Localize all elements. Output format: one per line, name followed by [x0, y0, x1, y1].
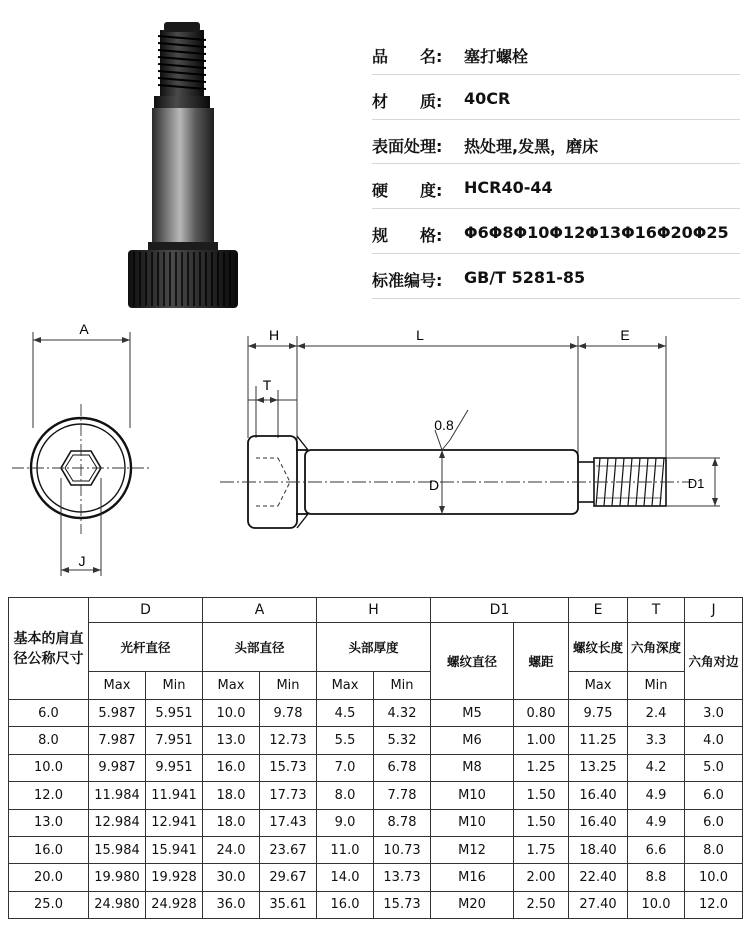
header-min: Min — [628, 672, 685, 700]
table-cell: 4.0 — [685, 727, 743, 754]
table-cell: 15.73 — [374, 891, 431, 918]
spec-label: 材 质: — [372, 91, 443, 111]
table-cell: 16.0 — [9, 836, 89, 863]
table-cell: 13.0 — [9, 809, 89, 836]
table-cell: 16.0 — [203, 754, 260, 781]
table-cell: 9.78 — [260, 700, 317, 727]
spec-value: HCR40-44 — [464, 178, 553, 198]
header-d1: D1 — [431, 598, 569, 623]
table-cell: 11.0 — [317, 836, 374, 863]
spec-row-hardness — [372, 170, 744, 215]
spec-value: 塞打螺栓 — [464, 47, 529, 66]
divider — [372, 74, 740, 75]
table-cell: 5.32 — [374, 727, 431, 754]
table-cell: 2.4 — [628, 700, 685, 727]
table-cell: 9.75 — [569, 700, 628, 727]
divider — [372, 208, 740, 209]
table-row — [9, 700, 743, 727]
table-cell: M20 — [431, 891, 514, 918]
table-cell: 7.987 — [89, 727, 146, 754]
table-cell: 10.0 — [685, 864, 743, 891]
table-row — [9, 754, 743, 781]
spec-label: 标准编号: — [372, 270, 443, 290]
table-cell: 6.6 — [628, 836, 685, 863]
table-cell: 10.73 — [374, 836, 431, 863]
table-cell: 24.980 — [89, 891, 146, 918]
table-cell: 1.50 — [514, 809, 569, 836]
table-cell: 9.0 — [317, 809, 374, 836]
header-min: Min — [374, 672, 431, 700]
table-cell: 4.5 — [317, 700, 374, 727]
table-cell: 6.0 — [9, 700, 89, 727]
table-cell: M10 — [431, 809, 514, 836]
table-cell: 10.0 — [9, 754, 89, 781]
table-row — [9, 864, 743, 891]
table-cell: 5.951 — [146, 700, 203, 727]
header-t: T — [628, 598, 685, 623]
spec-label: 规 格: — [372, 226, 443, 246]
table-header-groups — [9, 598, 743, 623]
table-cell: 12.0 — [9, 782, 89, 809]
table-header-names — [9, 623, 743, 672]
table-cell: 15.73 — [260, 754, 317, 781]
spec-label: 硬 度: — [372, 181, 443, 201]
table-cell: 23.67 — [260, 836, 317, 863]
table-cell: 27.40 — [569, 891, 628, 918]
table-cell: 6.78 — [374, 754, 431, 781]
divider — [372, 298, 740, 299]
header-shank-diameter: 光杆直径 — [89, 623, 203, 672]
table-cell: 18.0 — [203, 782, 260, 809]
table-cell: 11.941 — [146, 782, 203, 809]
table-cell: 19.928 — [146, 864, 203, 891]
table-cell: 5.0 — [685, 754, 743, 781]
table-cell: 1.75 — [514, 836, 569, 863]
table-cell: 8.0 — [685, 836, 743, 863]
table-cell: 2.50 — [514, 891, 569, 918]
table-cell: 12.0 — [685, 891, 743, 918]
roughness-label: 0.8 — [434, 417, 454, 433]
table-cell: 24.0 — [203, 836, 260, 863]
spec-value: GB/T 5281-85 — [464, 267, 586, 287]
table-cell: 8.78 — [374, 809, 431, 836]
header-thread-diameter: 螺纹直径 — [431, 623, 514, 700]
table-cell: M10 — [431, 782, 514, 809]
table-row — [9, 891, 743, 918]
header-max: Max — [569, 672, 628, 700]
table-cell: 1.50 — [514, 782, 569, 809]
header-max: Max — [89, 672, 146, 700]
header-head-height: 头部厚度 — [317, 623, 431, 672]
table-cell: 13.73 — [374, 864, 431, 891]
dim-e-label: E — [620, 327, 630, 343]
header-hex-depth: 六角深度 — [628, 623, 685, 672]
table-cell: 3.3 — [628, 727, 685, 754]
header-max: Max — [317, 672, 374, 700]
table-cell: 1.00 — [514, 727, 569, 754]
table-cell: 10.0 — [628, 891, 685, 918]
table-cell: 6.0 — [685, 782, 743, 809]
table-cell: 2.00 — [514, 864, 569, 891]
header-hex-size: 六角对边 — [685, 623, 743, 700]
header-a: A — [203, 598, 317, 623]
table-cell: 0.80 — [514, 700, 569, 727]
table-cell: 24.928 — [146, 891, 203, 918]
table-cell: 5.987 — [89, 700, 146, 727]
header-min: Min — [260, 672, 317, 700]
header-max: Max — [203, 672, 260, 700]
divider — [372, 119, 740, 120]
header-j: J — [685, 598, 743, 623]
spec-value: Φ6Φ8Φ10Φ12Φ13Φ16Φ20Φ25 — [464, 223, 729, 243]
spec-value: 40CR — [464, 88, 511, 108]
table-cell: 15.984 — [89, 836, 146, 863]
product-photo — [120, 10, 260, 310]
table-cell: 36.0 — [203, 891, 260, 918]
table-row — [9, 836, 743, 863]
table-cell: 16.40 — [569, 782, 628, 809]
header-pitch: 螺距 — [514, 623, 569, 700]
spec-list — [372, 36, 744, 305]
table-cell: 16.0 — [317, 891, 374, 918]
divider — [372, 163, 740, 164]
header-head-diameter: 头部直径 — [203, 623, 317, 672]
table-cell: 19.980 — [89, 864, 146, 891]
table-cell: 18.40 — [569, 836, 628, 863]
table-row — [9, 809, 743, 836]
dim-h-label: H — [268, 327, 280, 343]
table-cell: 9.951 — [146, 754, 203, 781]
table-cell: 4.9 — [628, 809, 685, 836]
table-cell: 13.0 — [203, 727, 260, 754]
side-view-drawing — [210, 318, 750, 588]
table-cell: 22.40 — [569, 864, 628, 891]
table-cell: 12.984 — [89, 809, 146, 836]
table-cell: 15.941 — [146, 836, 203, 863]
spec-row-material — [372, 81, 744, 126]
header-min: Min — [146, 672, 203, 700]
spec-label: 品 名: — [372, 47, 443, 66]
table-row — [9, 782, 743, 809]
table-cell: 7.0 — [317, 754, 374, 781]
spec-row-size — [372, 215, 744, 260]
table-cell: 17.43 — [260, 809, 317, 836]
table-cell: 6.0 — [685, 809, 743, 836]
dim-l-label: L — [416, 327, 424, 343]
table-cell: 18.0 — [203, 809, 260, 836]
table-cell: 25.0 — [9, 891, 89, 918]
table-cell: 7.78 — [374, 782, 431, 809]
spec-row-surface — [372, 126, 744, 171]
dim-d1-label: D1 — [687, 476, 705, 491]
header-thread-length: 螺纹长度 — [569, 623, 628, 672]
table-cell: 4.9 — [628, 782, 685, 809]
table-cell: 14.0 — [317, 864, 374, 891]
dim-t-label: T — [262, 377, 272, 393]
table-cell: 35.61 — [260, 891, 317, 918]
table-header-minmax — [9, 672, 743, 700]
spec-value: 热处理,发黑，磨床 — [464, 136, 599, 156]
table-cell: 30.0 — [203, 864, 260, 891]
table-cell: 8.0 — [9, 727, 89, 754]
header-h: H — [317, 598, 431, 623]
table-cell: M8 — [431, 754, 514, 781]
table-cell: 4.32 — [374, 700, 431, 727]
header-e: E — [569, 598, 628, 623]
table-cell: M5 — [431, 700, 514, 727]
spec-row-name — [372, 36, 744, 81]
table-cell: 5.5 — [317, 727, 374, 754]
spec-label: 表面处理: — [372, 136, 443, 156]
table-cell: 16.40 — [569, 809, 628, 836]
table-cell: 29.67 — [260, 864, 317, 891]
table-cell: M16 — [431, 864, 514, 891]
dimension-table — [8, 597, 743, 919]
table-cell: 8.8 — [628, 864, 685, 891]
dim-d-label: D — [428, 477, 440, 493]
table-cell: M6 — [431, 727, 514, 754]
table-cell: 11.25 — [569, 727, 628, 754]
spec-row-standard — [372, 260, 744, 305]
table-cell: 10.0 — [203, 700, 260, 727]
table-cell: 12.73 — [260, 727, 317, 754]
table-cell: 3.0 — [685, 700, 743, 727]
row-header-cell: 基本的肩直径公称尺寸 — [9, 598, 89, 700]
divider — [372, 253, 740, 254]
dim-j-label: J — [78, 553, 86, 569]
table-cell: 12.941 — [146, 809, 203, 836]
table-row — [9, 727, 743, 754]
table-cell: 20.0 — [9, 864, 89, 891]
dim-a-label: A — [79, 321, 89, 337]
table-cell: 11.984 — [89, 782, 146, 809]
table-cell: 8.0 — [317, 782, 374, 809]
table-cell: 7.951 — [146, 727, 203, 754]
table-cell: 1.25 — [514, 754, 569, 781]
table-cell: 9.987 — [89, 754, 146, 781]
table-cell: 17.73 — [260, 782, 317, 809]
table-body — [9, 700, 743, 919]
front-view-drawing — [0, 318, 150, 588]
table-cell: 13.25 — [569, 754, 628, 781]
header-d: D — [89, 598, 203, 623]
table-cell: M12 — [431, 836, 514, 863]
table-cell: 4.2 — [628, 754, 685, 781]
